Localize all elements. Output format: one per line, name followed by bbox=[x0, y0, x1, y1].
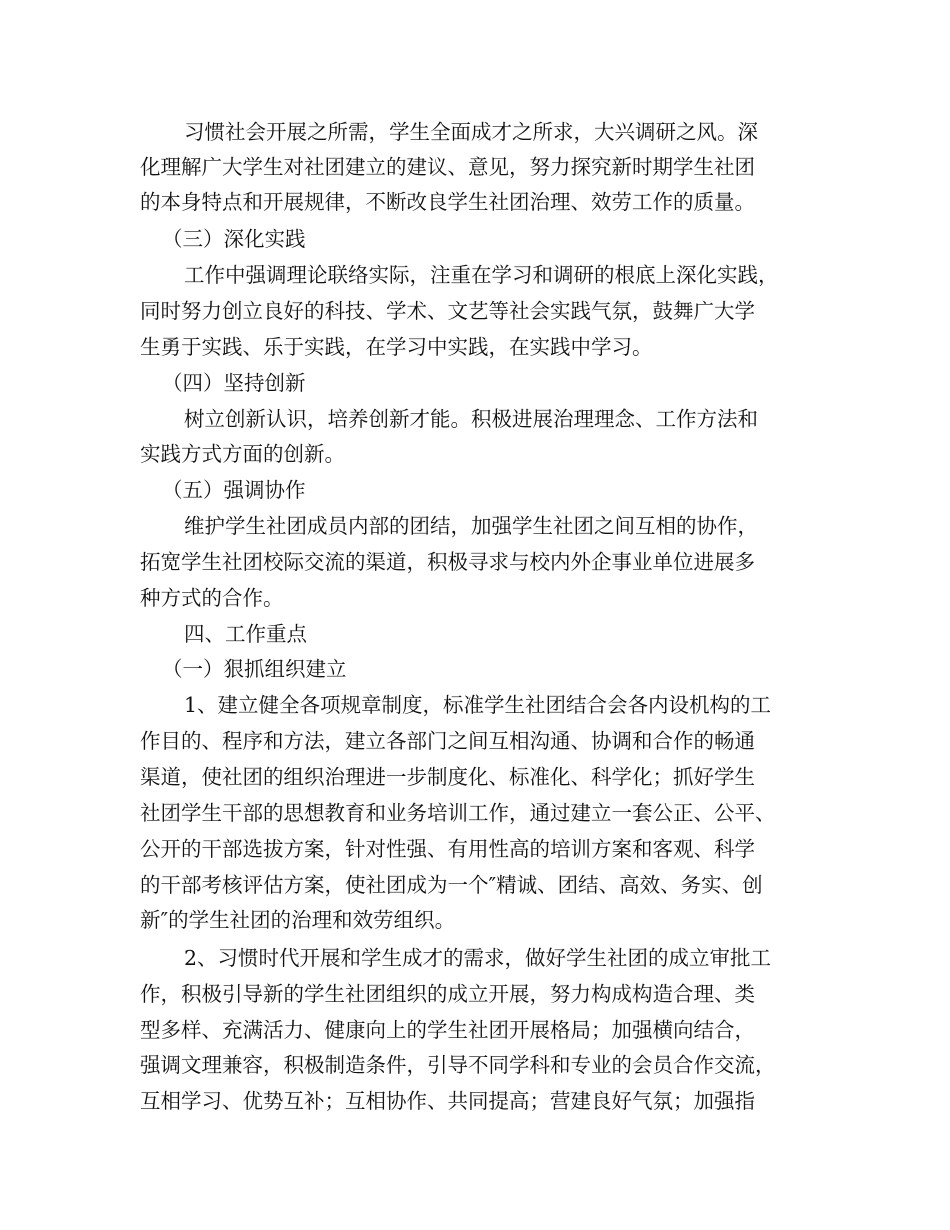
text-line: 种方式的合作。 bbox=[140, 586, 284, 610]
text-line: 作目的、程序和方法，建立各部门之间互相沟通、协调和合作的畅通 bbox=[140, 729, 755, 753]
section-heading: （一）狠抓组织建立 bbox=[162, 657, 347, 681]
text-line: 实践方式方面的创新。 bbox=[140, 442, 345, 466]
text-line: 拓宽学生社团校际交流的渠道，积极寻求与校内外企事业单位进展多 bbox=[140, 550, 755, 574]
text-line: 社团学生干部的思想教育和业务培训工作，通过建立一套公正、公平、 bbox=[140, 801, 776, 825]
text-line: 化理解广大学生对社团建立的建议、意见，努力探究新时期学生社团 bbox=[140, 155, 755, 179]
section-heading: （四）坚持创新 bbox=[162, 371, 306, 395]
section-heading: 四、工作重点 bbox=[184, 622, 307, 646]
text-line: 1、建立健全各项规章制度，标准学生社团结合会各内设机构的工 bbox=[184, 693, 772, 717]
text-line: 工作中强调理论联络实际，注重在学习和调研的根底上深化实践， bbox=[184, 263, 779, 287]
text-line: 型多样、充满活力、健康向上的学生社团开展格局；加强横向结合， bbox=[140, 1018, 755, 1042]
text-line: 树立创新认识，培养创新才能。积极进展治理理念、工作方法和 bbox=[184, 407, 758, 431]
text-line: 新″的学生社团的治理和效劳组织。 bbox=[140, 908, 456, 932]
text-line: 公开的干部选拔方案，针对性强、有用性高的培训方案和客观、科学 bbox=[140, 837, 755, 861]
section-heading: （五）强调协作 bbox=[162, 478, 306, 502]
text-line: 互相学习、优势互补；互相协作、共同提高；营建良好气氛；加强指 bbox=[140, 1089, 755, 1113]
text-line: 维护学生社团成员内部的团结，加强学生社团之间互相的协作， bbox=[184, 514, 758, 538]
text-line: 生勇于实践、乐于实践，在学习中实践，在实践中学习。 bbox=[140, 335, 653, 359]
text-line: 2、习惯时代开展和学生成才的需求，做好学生社团的成立审批工 bbox=[184, 946, 772, 970]
text-line: 的干部考核评估方案，使社团成为一个″精诚、团结、高效、务实、创 bbox=[140, 873, 763, 897]
text-line: 同时努力创立良好的科技、学术、文艺等社会实践气氛，鼓舞广大学 bbox=[140, 299, 755, 323]
text-line: 强调文理兼容，积极制造条件，引导不同学科和专业的会员合作交流， bbox=[140, 1053, 776, 1077]
text-line: 习惯社会开展之所需，学生全面成才之所求，大兴调研之风。深 bbox=[184, 120, 758, 144]
text-line: 渠道，使社团的组织治理进一步制度化、标准化、科学化；抓好学生 bbox=[140, 765, 755, 789]
text-line: 作，积极引导新的学生社团组织的成立开展，努力构成构造合理、类 bbox=[140, 982, 755, 1006]
section-heading: （三）深化实践 bbox=[162, 227, 306, 251]
text-line: 的本身特点和开展规律，不断改良学生社团治理、效劳工作的质量。 bbox=[140, 190, 755, 214]
